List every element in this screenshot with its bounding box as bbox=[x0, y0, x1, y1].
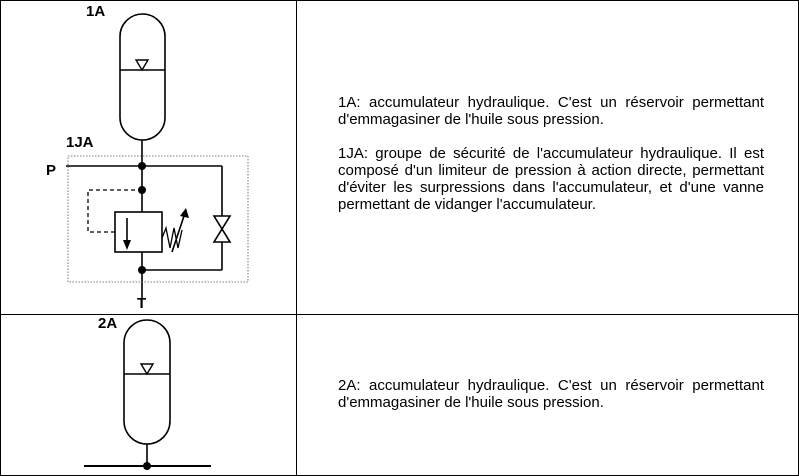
schematic-1 bbox=[0, 0, 296, 314]
description-2a: 2A: accumulateur hydraulique. C'est un réservoir permettant d'emmagasiner de l'huile sous pression. bbox=[338, 377, 764, 411]
accumulator-2a-body bbox=[124, 320, 170, 444]
description-row-1 bbox=[338, 94, 764, 213]
adjust-arrowhead bbox=[180, 208, 189, 218]
drain-valve bbox=[214, 216, 230, 242]
relief-valve-body bbox=[115, 212, 162, 252]
description-row-2 bbox=[338, 377, 764, 411]
junction-2a bbox=[143, 462, 151, 470]
description-1ja: 1JA: groupe de sécurité de l'accumulateur hydraulique. Il est composé d'un limiteur de pression à action directe, permettant d'éviter les surpressions dans l'accumulateur, et d'une vanne permettant de vidanger l'accumulateur. bbox=[338, 145, 764, 213]
junction-2 bbox=[138, 186, 146, 194]
accumulator-1a-body bbox=[120, 14, 165, 140]
label-1ja: 1JA bbox=[66, 134, 94, 151]
label-p: P bbox=[46, 162, 57, 179]
label-t: T bbox=[137, 295, 147, 312]
description-1a: 1A: accumulateur hydraulique. C'est un réservoir permettant d'emmagasiner de l'huile sous pression. bbox=[338, 94, 764, 128]
schematic-2 bbox=[0, 314, 296, 476]
label-2a: 2A bbox=[98, 315, 118, 332]
accumulator-1a-triangle bbox=[136, 60, 148, 70]
accumulator-2a-triangle bbox=[141, 364, 153, 374]
junction-3 bbox=[138, 266, 146, 274]
safety-block-boundary bbox=[68, 156, 248, 282]
label-1a: 1A bbox=[86, 3, 106, 20]
junction-1 bbox=[138, 162, 146, 170]
relief-valve-arrow bbox=[123, 240, 131, 250]
